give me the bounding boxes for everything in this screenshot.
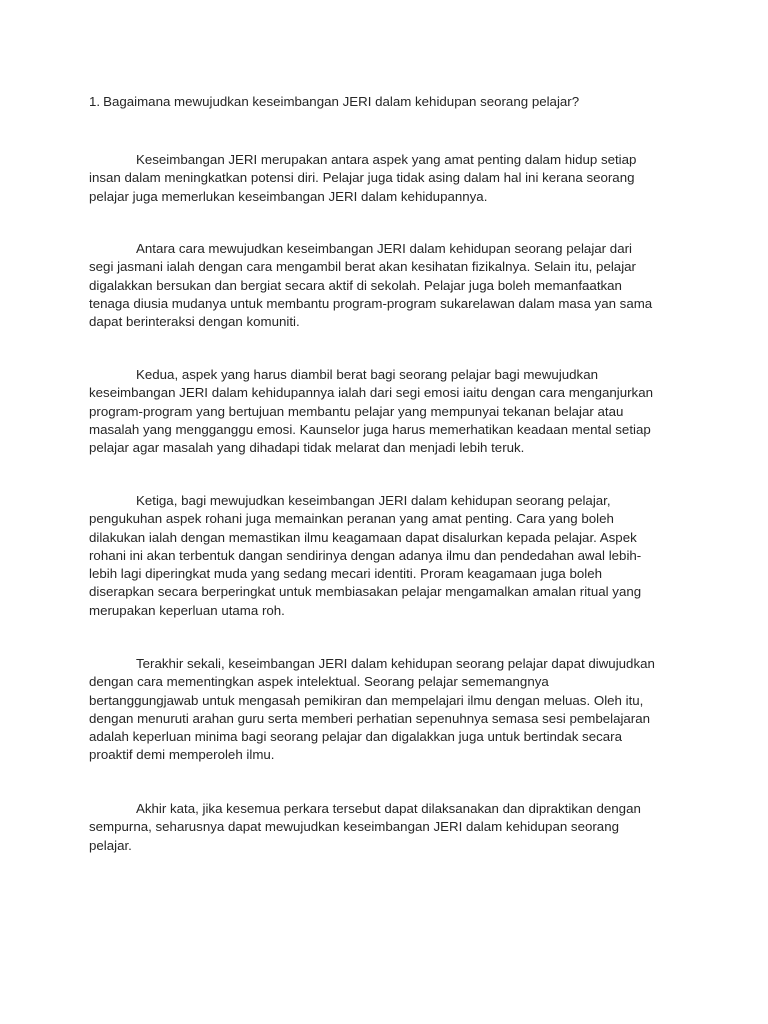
paragraph-line: bertanggungjawab untuk mengasah pemikiran dan mempelajari ilmu dengan meluas. Oleh itu, <box>89 692 644 708</box>
paragraph-line: insan dalam meningkatkan potensi diri. Pelajar juga tidak asing dalam hal ini kerana seorang <box>89 170 635 186</box>
paragraph-line: Akhir kata, jika kesemua perkara tersebut dapat dilaksanakan dan dipraktikan dengan <box>136 801 641 816</box>
paragraph-intelektual <box>89 655 689 765</box>
paragraph-intro <box>89 151 689 206</box>
paragraph-line: dengan menuruti arahan guru serta memberi perhatian sepenuhnya semasa sesi pembelajaran <box>89 710 651 726</box>
paragraph-rohani <box>89 492 689 620</box>
paragraph-jasmani <box>89 240 689 331</box>
paragraph-line: Antara cara mewujudkan keseimbangan JERI dalam kehidupan seorang pelajar dari <box>136 241 632 256</box>
question-number: 1. <box>89 94 101 109</box>
paragraph-line: lebih lagi diperingkat muda yang sedang mecari identiti. Proram keagamaan juga boleh <box>89 566 602 582</box>
paragraph-line: segi jasmani ialah dengan cara mengambil berat akan kesihatan fizikalnya. Selain itu, pelajar <box>89 259 636 275</box>
paragraph-line: pelajar. <box>89 837 132 853</box>
paragraph-line: pelajar juga memerlukan keseimbangan JERI dalam kehidupannya. <box>89 188 488 204</box>
paragraph-line: Keseimbangan JERI merupakan antara aspek yang amat penting dalam hidup setiap <box>136 152 637 167</box>
paragraph-line: Terakhir sekali, keseimbangan JERI dalam kehidupan seorang pelajar dapat diwujudkan <box>136 656 655 671</box>
question-text: Bagaimana mewujudkan keseimbangan JERI dalam kehidupan seorang pelajar? <box>103 94 580 109</box>
paragraph-line: digalakkan bersukan dan bergiat secara aktif di sekolah. Pelajar juga boleh memanfaatkan <box>89 277 622 293</box>
paragraph-line: dapat berinteraksi dengan komuniti. <box>89 314 300 330</box>
paragraph-line: rohani ini akan terbentuk dangan sendirinya dengan adanya ilmu dan pendedahan awal lebih- <box>89 547 642 563</box>
paragraph-line: pelajar agar masalah yang dihadapi tidak melarat dan menjadi lebih teruk. <box>89 440 525 456</box>
paragraph-line: tenaga diusia mudanya untuk membantu program-program sukarelawan dalam masa yan sama <box>89 295 653 311</box>
question-heading <box>89 93 689 111</box>
paragraph-line: merupakan keperluan utama roh. <box>89 602 285 618</box>
paragraph-line: Kedua, aspek yang harus diambil berat bagi seorang pelajar bagi mewujudkan <box>136 367 598 382</box>
paragraph-line: proaktif demi memperoleh ilmu. <box>89 747 275 763</box>
paragraph-line: pengukuhan aspek rohani juga memainkan peranan yang amat penting. Cara yang boleh <box>89 511 614 527</box>
paragraph-line: masalah yang mengganggu emosi. Kaunselor juga harus memerhatikan keadaan mental setiap <box>89 421 651 437</box>
paragraph-line: diserapkan secara berperingkat untuk membiasakan pelajar mengamalkan amalan ritual yang <box>89 584 642 600</box>
paragraph-emosi <box>89 366 689 457</box>
paragraph-line: keseimbangan JERI dalam kehidupannya ialah dari segi emosi iaitu dengan cara menganjurkan <box>89 385 653 401</box>
paragraph-line: program-program yang bertujuan membantu pelajar yang mempunyai tekanan belajar atau <box>89 403 624 419</box>
paragraph-line: sempurna, seharusnya dapat mewujudkan keseimbangan JERI dalam kehidupan seorang <box>89 819 619 835</box>
paragraph-line: dengan cara mementingkan aspek intelektual. Seorang pelajar sememangnya <box>89 674 549 690</box>
paragraph-line: adalah keperluan minima bagi seorang pelajar dan digalakkan juga untuk bertindak secara <box>89 729 622 745</box>
paragraph-line: Ketiga, bagi mewujudkan keseimbangan JERI dalam kehidupan seorang pelajar, <box>136 493 611 508</box>
paragraph-conclusion <box>89 800 689 855</box>
paragraph-line: dilakukan ialah dengan memastikan ilmu keagamaan dapat disalurkan kepada pelajar. Aspek <box>89 529 637 545</box>
